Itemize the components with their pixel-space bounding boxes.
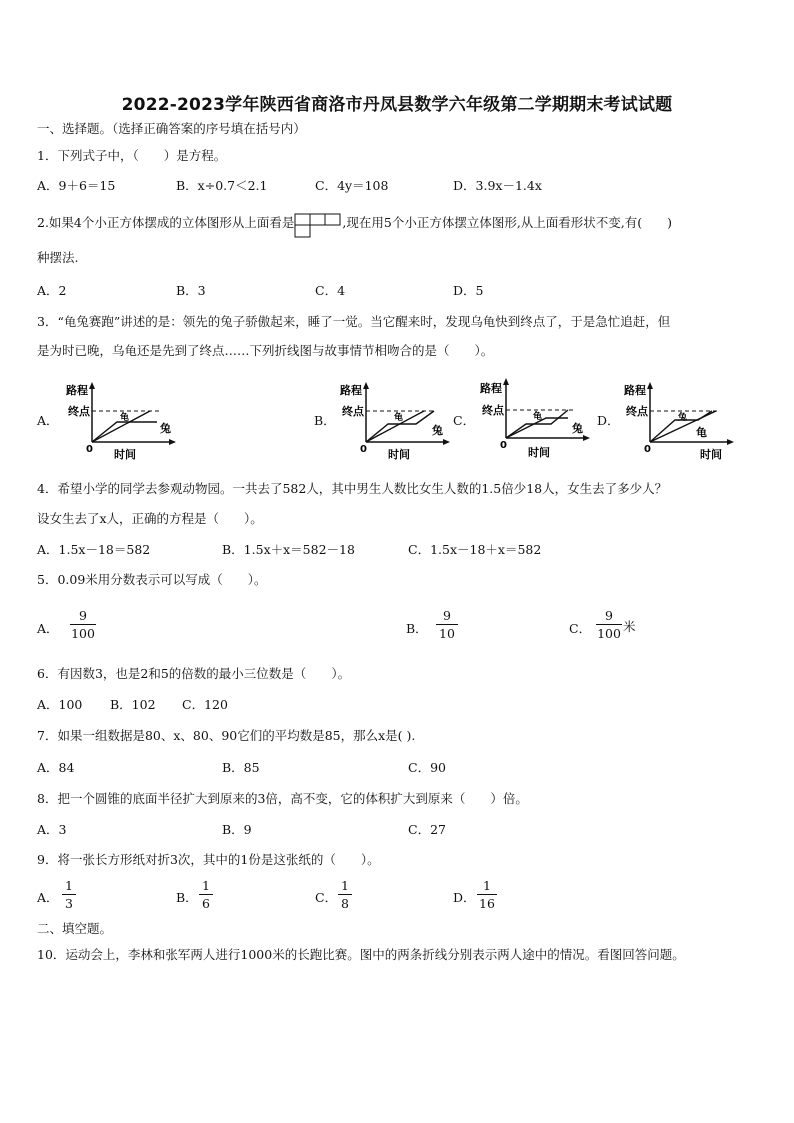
graph-d-rabbit-label: 兔	[678, 413, 688, 423]
question-4-option-a[interactable]: A．1.5x－18＝582	[37, 542, 151, 557]
question-9-stem: 9．将一张长方形纸对折3次，其中的1份是这张纸的（ ）。	[37, 852, 380, 867]
question-9-option-c-fraction	[338, 878, 352, 911]
question-5-option-a-fraction	[70, 608, 96, 641]
question-6-option-c[interactable]: C．120	[182, 697, 228, 712]
question-7-option-c[interactable]: C．90	[408, 760, 446, 775]
question-6-stem: 6．有因数3，也是2和5的倍数的最小三位数是（ ）。	[37, 666, 351, 681]
question-7-option-a[interactable]: A．84	[37, 760, 75, 775]
question-9-option-a-fraction	[62, 878, 76, 911]
question-3-option-c[interactable]: C．	[453, 413, 476, 428]
question-3-option-d[interactable]: D．	[597, 413, 620, 428]
question-5-option-a[interactable]: A．	[37, 621, 59, 636]
question-4-line2: 设女生去了x人，正确的方程是（ ）。	[37, 511, 263, 526]
fraction-denominator: 100	[71, 626, 95, 641]
graph-d-y-arrow	[647, 382, 653, 389]
question-2-option-b[interactable]: B．3	[176, 283, 206, 298]
top-view-shape-figure	[294, 213, 342, 239]
graph-a-distance-label: 路程	[66, 384, 88, 397]
graph-a-finish-label: 终点	[68, 405, 90, 418]
question-7-option-b[interactable]: B．85	[222, 760, 260, 775]
section-heading-choice: 一、选择题。（选择正确答案的序号填在括号内）	[37, 121, 306, 136]
question-10-stem: 10．运动会上，李林和张军两人进行1000米的长跑比赛。图中的两条折线分别表示两人途中的情况。看图回答问题。	[37, 947, 685, 962]
question-1-option-b[interactable]: B．x÷0.7＜2.1	[176, 178, 268, 193]
fraction-numerator: 1	[483, 878, 491, 893]
question-3-line2: 是为时已晚，乌龟还是先到了终点……下列折线图与故事情节相吻合的是（ ）。	[37, 343, 494, 358]
fraction-numerator: 1	[341, 878, 349, 893]
question-9-option-a[interactable]: A．	[37, 890, 59, 905]
question-8-option-c[interactable]: C．27	[408, 822, 446, 837]
fraction-numerator: 1	[65, 878, 73, 893]
graph-c-y-arrow	[503, 378, 509, 385]
graph-a-origin-label: 0	[86, 444, 93, 455]
question-2-stem-post: ,现在用5个小正方体摆立体图形,从上面看形状不变,有( )	[342, 215, 673, 230]
question-9-option-b-fraction	[199, 878, 213, 911]
question-5-option-c[interactable]: C．	[569, 621, 592, 636]
page-title: 2022-2023学年陕西省商洛市丹凤县数学六年级第二学期期末考试试题	[121, 95, 673, 115]
question-2-stem-pre: 2.如果4个小正方体摆成的立体图形从上面看是	[37, 215, 295, 230]
graph-b-y-arrow	[363, 382, 369, 389]
fraction-bar	[477, 894, 497, 895]
graph-option-d	[620, 380, 738, 462]
fraction-denominator: 3	[65, 896, 73, 911]
graph-d-time-label: 时间	[700, 448, 722, 461]
question-7-stem: 7．如果一组数据是80、x、80、90它们的平均数是85，那么x是( ).	[37, 728, 416, 743]
graph-d-origin-label: 0	[644, 444, 651, 455]
graph-a-rabbit-label: 兔	[160, 422, 171, 435]
graph-option-c	[476, 376, 594, 458]
question-6-option-b[interactable]: B．102	[110, 697, 156, 712]
fraction-numerator: 9	[605, 608, 613, 623]
fraction-numerator: 9	[443, 608, 451, 623]
question-2-stem	[37, 213, 672, 239]
graph-b-finish-label: 终点	[342, 405, 364, 418]
question-1-stem: 1．下列式子中，（ ）是方程。	[37, 148, 227, 163]
graph-b-origin-label: 0	[360, 444, 367, 455]
graph-a-y-arrow	[89, 382, 95, 389]
graph-c-finish-label: 终点	[482, 404, 504, 417]
question-5-stem: 5．0.09米用分数表示可以写成（ ）。	[37, 572, 267, 587]
question-8-option-b[interactable]: B．9	[222, 822, 252, 837]
question-5-option-b-fraction	[436, 608, 458, 641]
fraction-bar	[436, 624, 458, 625]
fraction-denominator: 6	[202, 896, 210, 911]
fraction-bar	[62, 894, 76, 895]
fraction-denominator: 100	[597, 626, 621, 641]
question-5-option-b[interactable]: B．	[406, 621, 428, 636]
question-1-option-a[interactable]: A．9＋6＝15	[37, 178, 116, 193]
question-3-line1: 3．“龟兔赛跑”讲述的是：领先的兔子骄傲起来，睡了一觉。当它醒来时，发现乌龟快到终点了，于是急忙追赶，但	[37, 314, 671, 329]
graph-a-time-label: 时间	[114, 448, 136, 461]
question-9-option-d-fraction	[477, 878, 497, 911]
graph-c-time-label: 时间	[528, 446, 550, 458]
question-1-option-d[interactable]: D．3.9x－1.4x	[453, 178, 542, 193]
question-1-option-c[interactable]: C．4y＝108	[315, 178, 389, 193]
question-2-option-c[interactable]: C．4	[315, 283, 346, 298]
graph-b-distance-label: 路程	[340, 384, 362, 397]
fraction-numerator: 9	[79, 608, 87, 623]
graph-c-x-arrow	[583, 435, 590, 441]
fraction-numerator: 1	[202, 878, 210, 893]
graph-c-turtle-label: 龟	[533, 412, 543, 422]
question-2-option-a[interactable]: A．2	[37, 283, 67, 298]
graph-b-turtle-label: 龟	[394, 413, 404, 423]
graph-b-rabbit-label: 兔	[432, 424, 443, 437]
fraction-denominator: 10	[439, 626, 455, 641]
fraction-denominator: 8	[341, 896, 349, 911]
graph-c-origin-label: 0	[500, 440, 507, 451]
question-2-option-d[interactable]: D．5	[453, 283, 484, 298]
question-9-option-c[interactable]: C．	[315, 890, 338, 905]
question-4-option-b[interactable]: B．1.5x＋x＝582－18	[222, 542, 355, 557]
graph-c-distance-label: 路程	[480, 382, 502, 395]
fraction-bar	[199, 894, 213, 895]
fraction-bar	[70, 624, 96, 625]
graph-option-a	[62, 380, 180, 462]
question-4-option-c[interactable]: C．1.5x－18＋x＝582	[408, 542, 542, 557]
graph-d-finish-label: 终点	[626, 405, 648, 418]
graph-a-x-arrow	[169, 439, 176, 445]
fraction-bar	[596, 624, 622, 625]
fraction-bar	[338, 894, 352, 895]
question-8-option-a[interactable]: A．3	[37, 822, 67, 837]
graph-d-turtle-label: 龟	[696, 426, 707, 439]
question-9-option-d[interactable]: D．	[453, 890, 476, 905]
graph-b-x-arrow	[443, 439, 450, 445]
question-5-option-c-fraction	[596, 608, 622, 641]
graph-c-rabbit-label: 兔	[572, 422, 583, 435]
question-4-line1: 4．希望小学的同学去参观动物园。一共去了582人，其中男生人数比女生人数的1.5倍少18人，女生去了多少人？	[37, 481, 668, 496]
section-heading-fill: 二、填空题。	[37, 921, 113, 936]
graph-b-time-label: 时间	[388, 448, 410, 461]
graph-a-turtle-label: 龟	[120, 413, 130, 423]
question-8-stem: 8．把一个圆锥的底面半径扩大到原来的3倍，高不变，它的体积扩大到原来（ ）倍。	[37, 791, 528, 806]
graph-d-distance-label: 路程	[624, 384, 646, 397]
graph-option-b	[336, 380, 454, 462]
question-9-option-b[interactable]: B．	[176, 890, 198, 905]
question-6-option-a[interactable]: A．100	[37, 697, 83, 712]
fraction-denominator: 16	[479, 896, 495, 911]
question-5-option-c-unit: 米	[623, 619, 636, 634]
question-2-stem-line2: 种摆法.	[37, 250, 79, 265]
question-3-option-a[interactable]: A．	[37, 413, 59, 428]
graph-d-x-arrow	[727, 439, 734, 445]
question-3-option-b[interactable]: B．	[314, 413, 336, 428]
